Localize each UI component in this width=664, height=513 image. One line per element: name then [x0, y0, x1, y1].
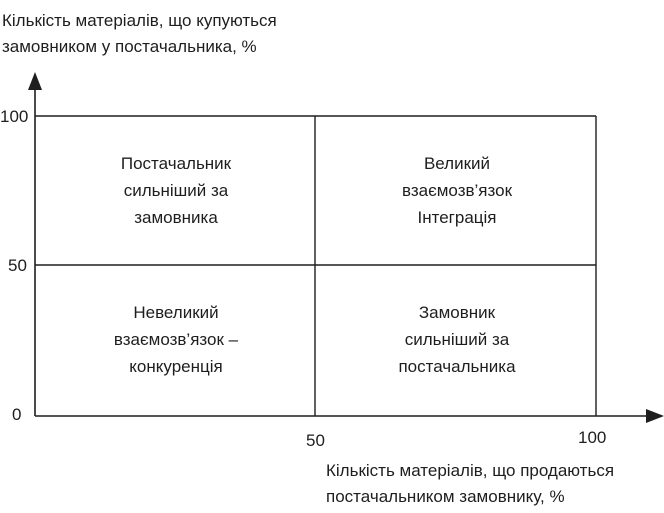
quadrant-bottom-left-label: Невеликий взаємозв’язок – конкуренція — [113, 303, 239, 377]
x-axis-label: Кількість матеріалів, що продаються постачальником замовнику, % — [326, 461, 615, 506]
x-tick-50: 50 — [306, 431, 325, 450]
y-tick-50: 50 — [8, 256, 27, 275]
y-axis-label: Кількість матеріалів, що купуються замовником у постачальника, % — [2, 11, 277, 57]
y-axis-arrow — [28, 72, 42, 90]
y-tick-0: 0 — [12, 405, 22, 424]
y-tick-100: 100 — [0, 107, 29, 126]
x-axis-arrow — [646, 409, 664, 423]
quadrant-bottom-right-label: Замовник сильніший за постачальника — [398, 303, 516, 377]
quadrant-top-right-label: Великий взаємозв’язок Інтеграція — [401, 154, 513, 228]
x-tick-100: 100 — [578, 428, 607, 447]
quadrant-top-left-label: Постачальник сильніший за замовника — [120, 154, 232, 228]
